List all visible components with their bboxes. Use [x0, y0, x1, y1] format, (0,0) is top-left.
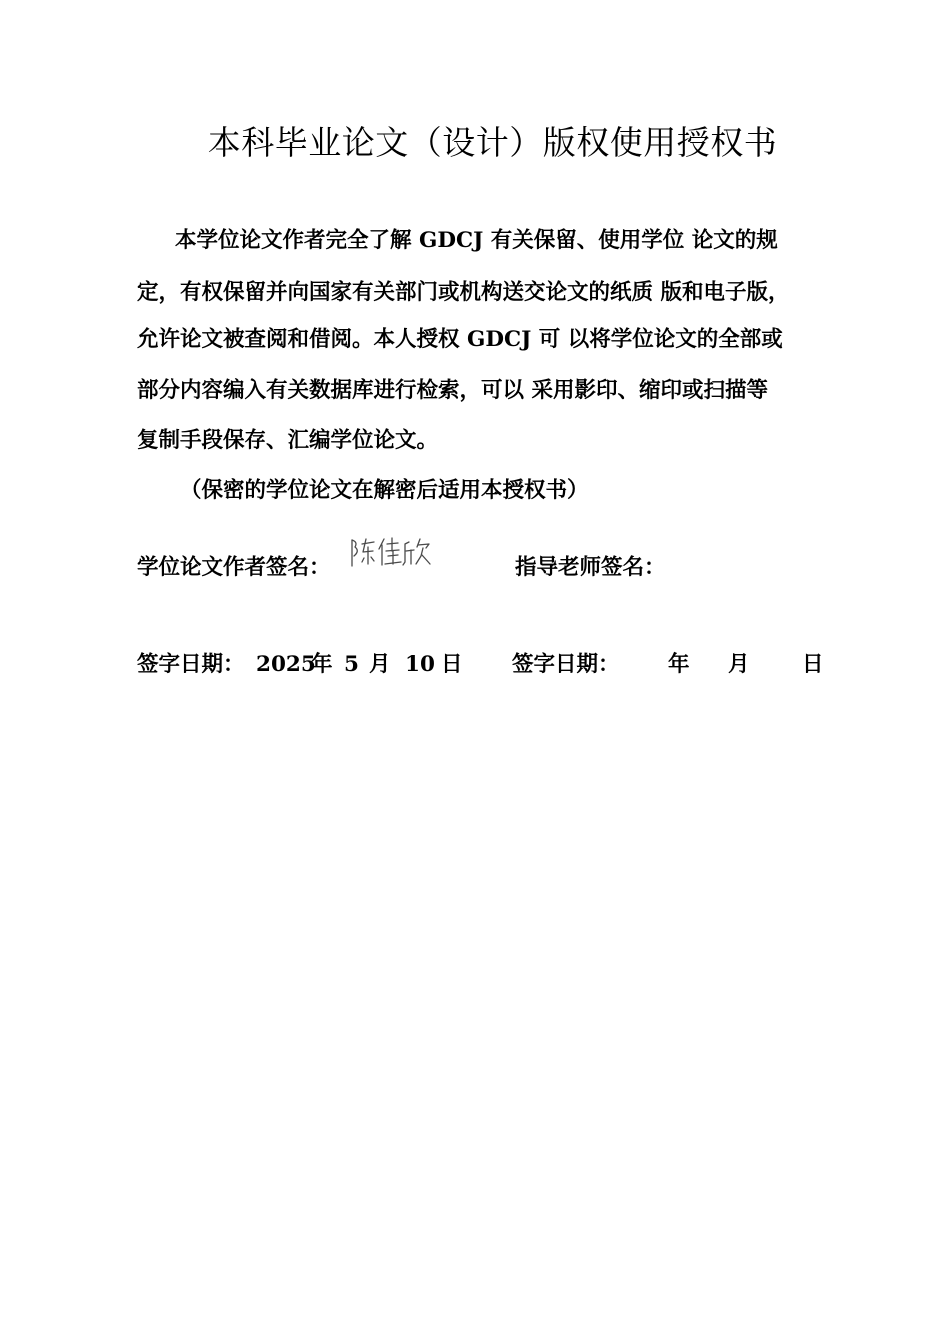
document-title: 本科毕业论文（设计）版权使用授权书 — [207, 123, 778, 162]
body-line-3: 允许论文被查阅和借阅。本人授权 GDCJ 可 以将学位论文的全部或 — [137, 327, 783, 352]
author-date-label: 签字日期： — [137, 652, 245, 677]
body-line-4: 部分内容编入有关数据库进行检索，可以 采用影印、缩印或扫描等 — [137, 378, 768, 403]
body-line-1: 本学位论文作者完全了解 GDCJ 有关保留、使用学位 论文的规 — [175, 228, 778, 253]
confidentiality-note: （保密的学位论文在解密后适用本授权书） — [180, 478, 589, 503]
author-date-month: 5 — [344, 652, 359, 677]
author-date-year: 2025 — [256, 652, 316, 677]
advisor-date-day-unit: 日 — [802, 652, 824, 677]
advisor-date-label: 签字日期： — [512, 652, 620, 677]
advisor-date-year-unit: 年 — [668, 652, 690, 677]
author-handwritten-signature — [346, 534, 436, 574]
body-line-2: 定，有权保留并向国家有关部门或机构送交论文的纸质 版和电子版， — [137, 280, 790, 305]
author-date-year-unit: 年 — [311, 652, 333, 677]
advisor-date-month-unit: 月 — [728, 652, 750, 677]
author-signature-label: 学位论文作者签名： — [137, 555, 331, 580]
body-line-5: 复制手段保存、汇编学位论文。 — [137, 428, 439, 453]
author-date-month-unit: 月 — [369, 652, 391, 677]
author-date-day: 10 — [405, 652, 435, 677]
advisor-signature-label: 指导老师签名： — [515, 555, 666, 580]
author-date-day-unit: 日 — [441, 652, 463, 677]
